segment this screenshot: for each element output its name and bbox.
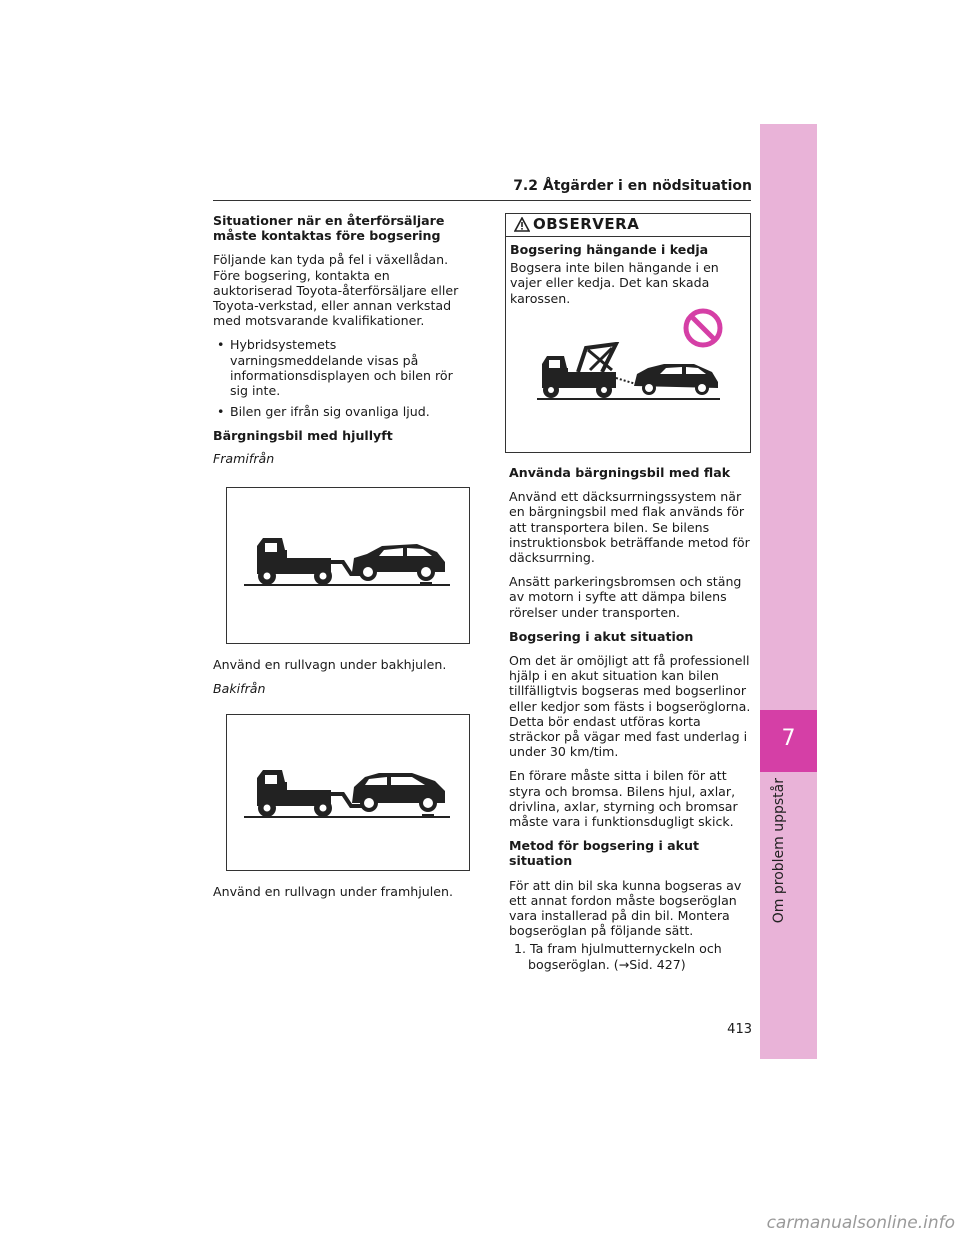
header-divider bbox=[213, 200, 751, 201]
heading-method: Metod för bogsering i akut situation bbox=[509, 838, 700, 869]
caption-front: Använd en rullvagn under bakhjulen. bbox=[213, 657, 447, 672]
warning-triangle-icon bbox=[514, 217, 530, 233]
left-column-mid bbox=[213, 657, 473, 696]
figure-front-tow bbox=[226, 487, 470, 644]
notice-heading: Bogsering hängande i kedja bbox=[510, 242, 709, 257]
section-header: 7.2 Åtgärder i en nödsituation bbox=[513, 178, 752, 194]
paragraph-transmission: Följande kan tyda på fel i växellådan. Före bogsering, kontakta en auktoriserad Toyota-återförsäljare eller Toyota-verkstad, eller annan verkstad med motsvarande kvalifikationer. bbox=[213, 252, 459, 329]
paragraph-driver: En förare måste sitta i bilen för att styra och bromsa. Bilens hjul, axlar, drivlina, axlar, styrning och bromsar måste vara i funktionsdugligt skick. bbox=[509, 768, 738, 830]
chapter-number: 7 bbox=[781, 726, 796, 751]
paragraph-method: För att din bil ska kunna bogseras av ett annat fordon måste bogseröglan vara installerad på din bil. Montera bogseröglan på följande sätt. bbox=[509, 877, 742, 939]
tow-truck-rear-illustration bbox=[227, 715, 469, 870]
paragraph-parking-brake: Ansätt parkeringsbromsen och stäng av motorn i syfte att dämpa bilens rörelser under transporten. bbox=[509, 574, 742, 620]
tow-truck-front-illustration bbox=[227, 488, 469, 643]
left-column bbox=[213, 213, 473, 466]
chain-tow-illustration bbox=[534, 342, 724, 402]
subheading-front: Framifrån bbox=[213, 450, 275, 466]
figure-rear-tow bbox=[226, 714, 470, 871]
chapter-title bbox=[771, 778, 797, 978]
bullet-item: • Hybridsystemets varningsmeddelande visas på informationsdisplayen och bilen rör sig inte. bbox=[213, 337, 473, 398]
bullet-item: • Bilen ger ifrån sig ovanliga ljud. bbox=[213, 404, 473, 419]
heading-wheel-lift: Bärgningsbil med hjullyft bbox=[213, 428, 393, 444]
right-column bbox=[509, 465, 753, 972]
chapter-title-text: Om problem uppstår bbox=[771, 778, 787, 924]
caption-rear: Använd en rullvagn under framhjulen. bbox=[213, 884, 453, 899]
heading-dealer-contact: Situationer när en återförsäljare måste kontaktas före bogsering bbox=[213, 213, 445, 244]
subheading-rear: Bakifrån bbox=[213, 681, 266, 697]
watermark: carmanualsonline.info bbox=[766, 1213, 955, 1233]
heading-emergency: Bogsering i akut situation bbox=[509, 628, 694, 644]
notice-header bbox=[506, 214, 750, 237]
page-number: 413 bbox=[727, 1022, 752, 1037]
notice-text: Bogsera inte bilen hängande i en vajer eller kedja. Det kan skada karossen. bbox=[510, 260, 719, 306]
notice-box bbox=[505, 213, 751, 453]
left-column-bottom bbox=[213, 884, 473, 899]
heading-flatbed: Använda bärgningsbil med flak bbox=[509, 465, 731, 480]
paragraph-emergency: Om det är omöjligt att få professionell hjälp i en akut situation kan bilen tillfälligtvis bogseras med bogserlinor eller kedjor som fästs i bogseröglorna. Detta bör endast utföras korta sträckor på vägar med fast underlag i under 30 km/tim. bbox=[509, 653, 751, 760]
notice-title: OBSERVERA bbox=[533, 215, 640, 233]
step-item: 1. Ta fram hjulmutternyckeln och bogseröglan. (→Sid. 427) bbox=[514, 941, 722, 972]
paragraph-tie-down: Använd ett däcksurrningssystem när en bärgningsbil med flak används för att transportera bilen. Se bilens instruktionsbok beträffande metod för däcksurrning. bbox=[509, 489, 750, 566]
